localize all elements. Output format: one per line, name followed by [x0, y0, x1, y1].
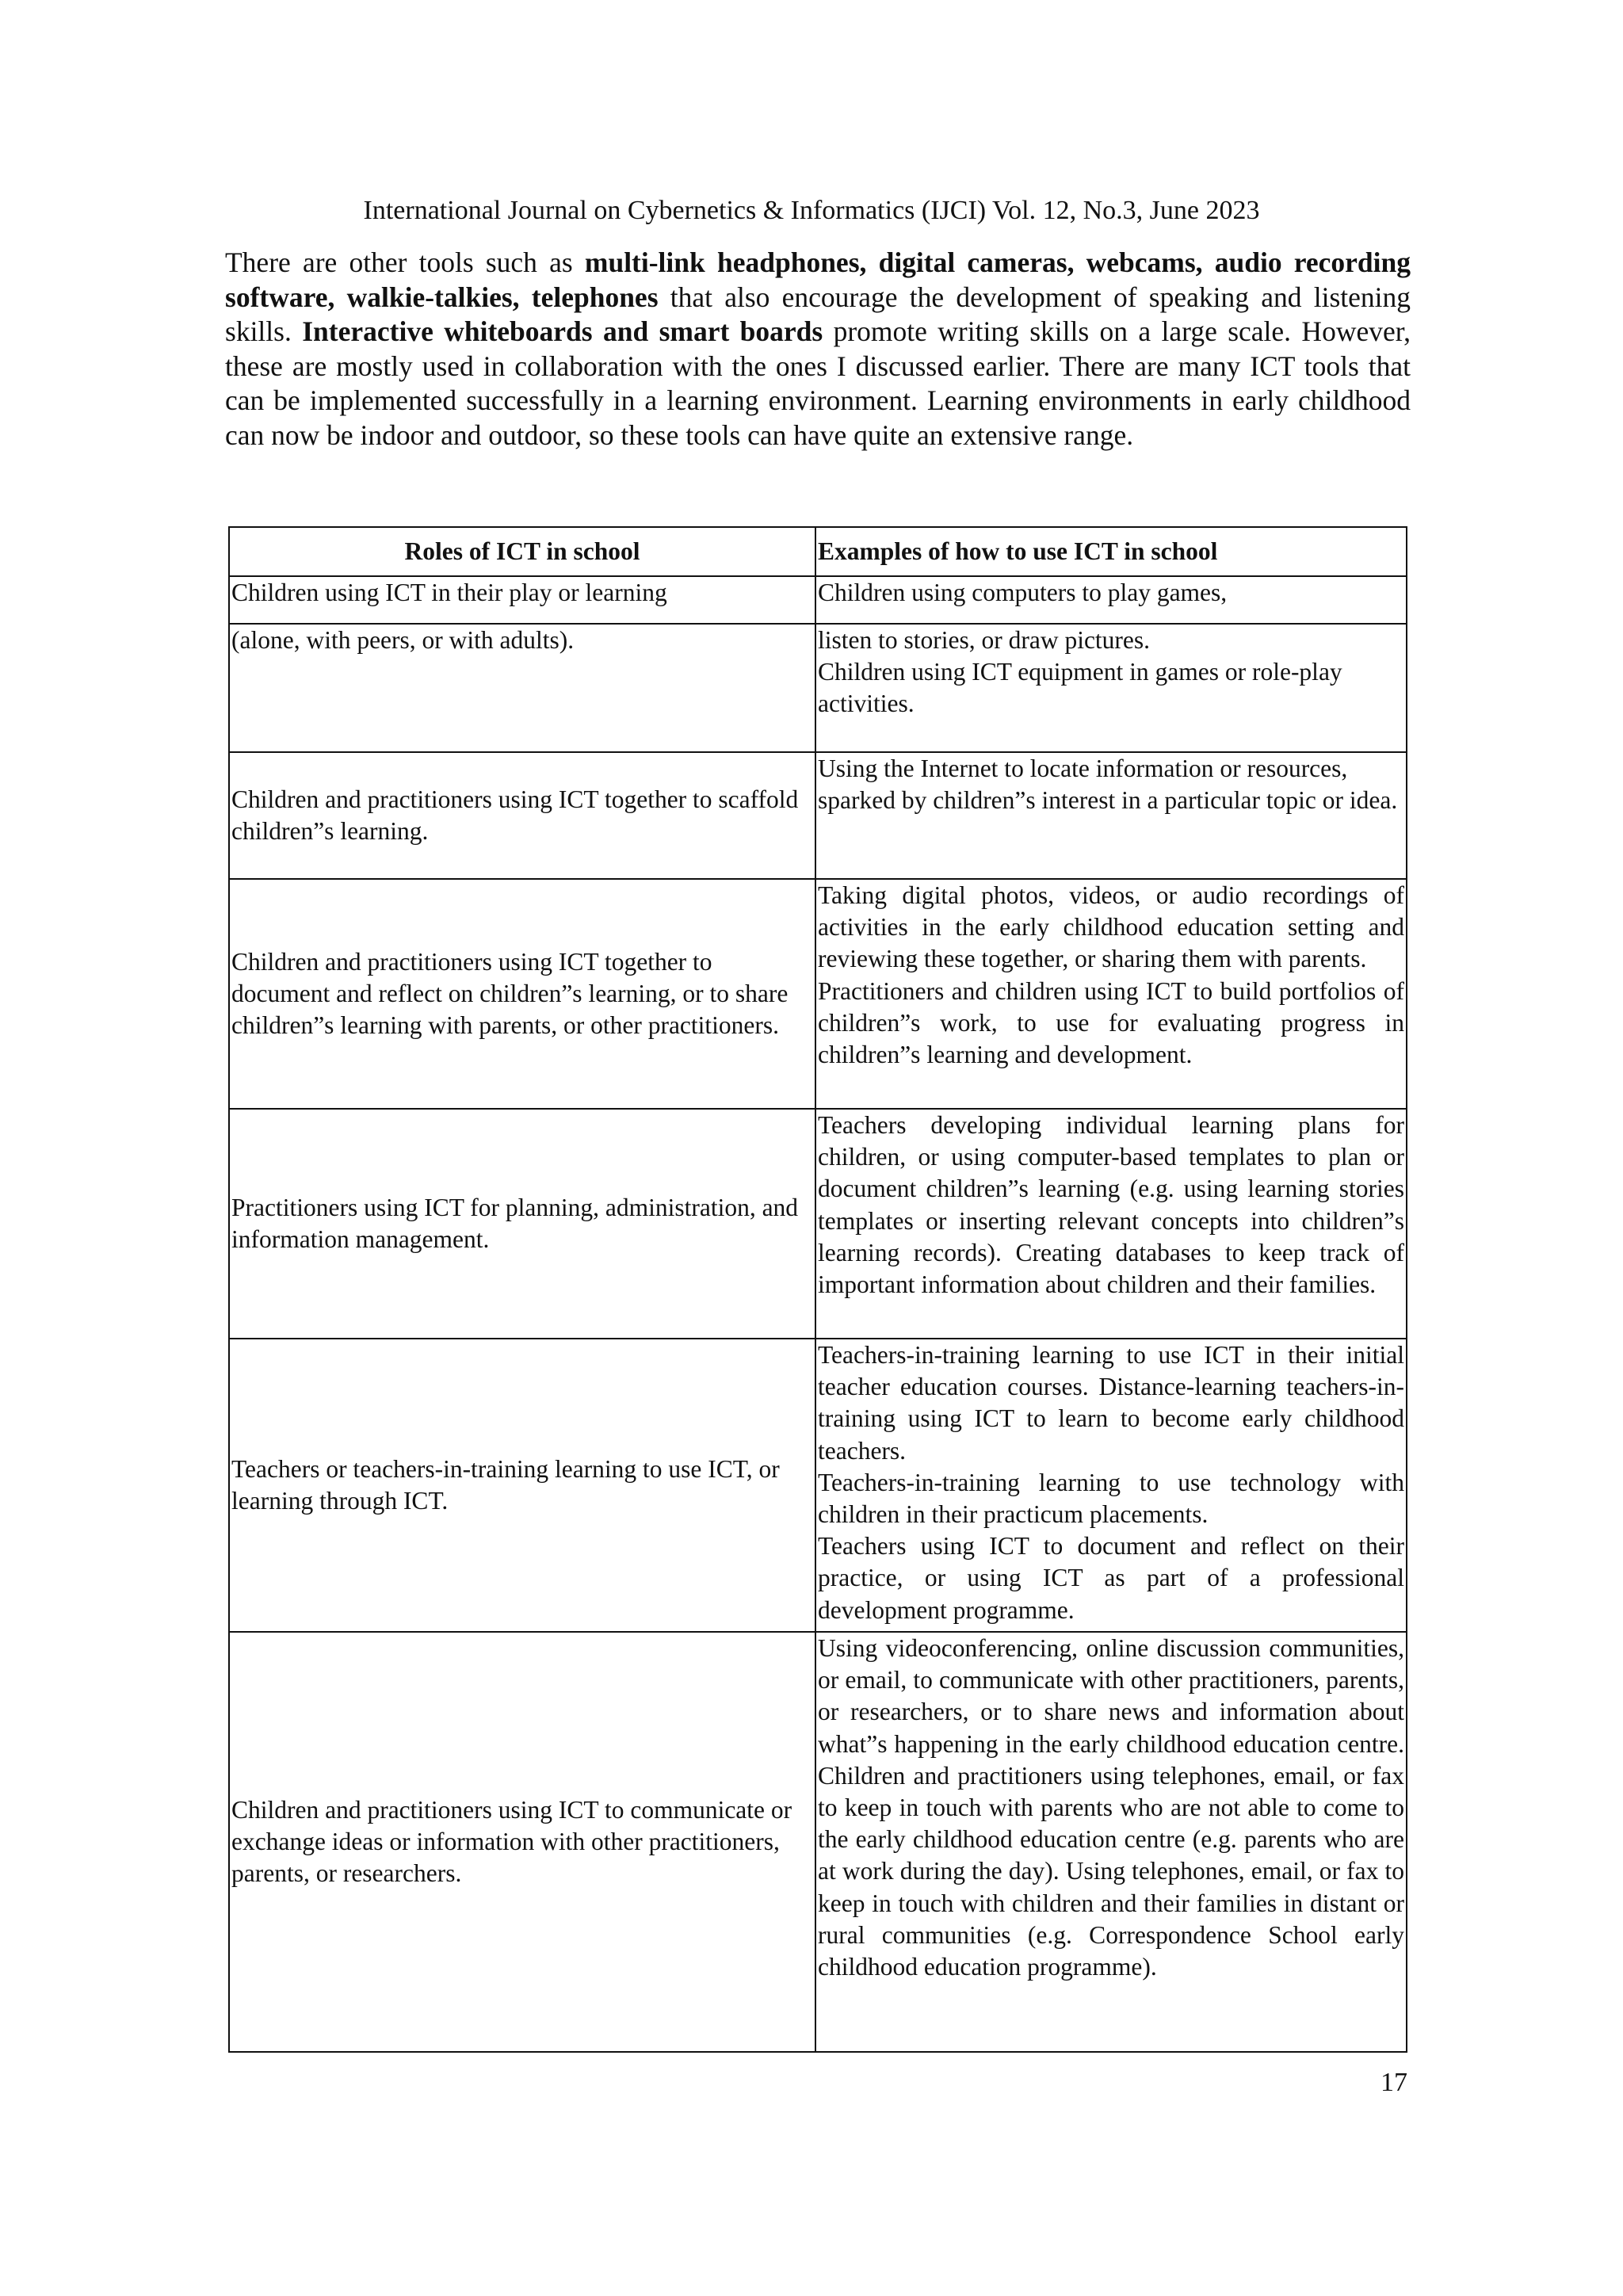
- example-text: Teachers-in-training learning to use technology with children in their practicum placements.: [818, 1468, 1404, 1529]
- intro-bold-tools: multi-link headphones, digital cameras, webcams, audio recording software, walkie-talkies, telephones: [225, 246, 1411, 313]
- example-text: Practitioners and children using ICT to build portfolios of children”s work, to use for evaluating progress in children”s learning and development.: [818, 976, 1404, 1069]
- table-header-row: [229, 527, 1407, 576]
- example-cell: [815, 1632, 1407, 2052]
- role-cell: Children and practitioners using ICT together to document and reflect on children”s learning, or to share children”s learning with parents, or other practitioners.: [229, 879, 815, 1109]
- intro-text-2: that also encourage the development of speaking and listening skills.: [225, 281, 1411, 348]
- example-cell: [815, 576, 1407, 624]
- column-header-roles: Roles of ICT in school: [229, 527, 815, 576]
- table-row: [229, 576, 1407, 624]
- column-header-examples: Examples of how to use ICT in school: [815, 527, 1407, 576]
- intro-paragraph: [225, 246, 1411, 453]
- example-cell: [815, 1109, 1407, 1339]
- role-cell: Children and practitioners using ICT to communicate or exchange ideas or information with other practitioners, parents, or researchers.: [229, 1632, 815, 2052]
- role-cell: Practitioners using ICT for planning, administration, and information management.: [229, 1109, 815, 1339]
- example-cell: [815, 1339, 1407, 1632]
- example-text: Using the Internet to locate information or resources, sparked by children”s interest in a particular topic or idea.: [818, 755, 1398, 815]
- table-row: [229, 624, 1407, 752]
- example-cell: [815, 879, 1407, 1109]
- example-text: Teachers developing individual learning plans for children, or using computer-based templates to plan or document children”s learning (e.g. using learning stories templates or inserting relevant concepts into children”s learning records). Creating databases to keep track of important information about children and their families.: [818, 1111, 1404, 1299]
- example-text: Using videoconferencing, online discussion communities, or email, to communicate with other practitioners, parents, or researchers, or to share news and information about what”s happening in the early childhood education centre. Children and practitioners using telephones, email, or fax to keep in touch with parents who are not able to come to the early childhood education centre (e.g. parents who are at work during the day). Using telephones, email, or fax to keep in touch with children and their families in distant or rural communities (e.g. Correspondence School early childhood education programme).: [818, 1634, 1404, 1981]
- role-cell: (alone, with peers, or with adults).: [229, 624, 815, 752]
- example-text: Children using ICT equipment in games or role-play activities.: [818, 658, 1342, 718]
- example-cell: [815, 624, 1407, 752]
- intro-text-3: promote writing skills on a large scale. However, these are mostly used in collaboration with the ones I discussed earlier. There are many ICT tools that can be implemented successfully in a learning environment. Learning environments in early childhood can now be indoor and outdoor, so these tools can have quite an extensive range.: [225, 315, 1411, 451]
- table-row: [229, 1339, 1407, 1632]
- role-cell: Children and practitioners using ICT together to scaffold children”s learning.: [229, 752, 815, 879]
- table-row: [229, 1109, 1407, 1339]
- example-text: Teachers using ICT to document and reflect on their practice, or using ICT as part of a professional development programme.: [818, 1532, 1404, 1624]
- example-text: Taking digital photos, videos, or audio recordings of activities in the early childhood education setting and reviewing these together, or sharing them with parents.: [818, 881, 1404, 973]
- page-number: 17: [1381, 2068, 1407, 2097]
- table-row: [229, 752, 1407, 879]
- table-row: [229, 1632, 1407, 2052]
- example-text: Teachers-in-training learning to use ICT in their initial teacher education courses. Distance-learning teachers-in-training using ICT to learn to become early childhood teachers.: [818, 1341, 1404, 1465]
- running-header: International Journal on Cybernetics & Informatics (IJCI) Vol. 12, No.3, June 2023: [363, 196, 1260, 225]
- table-row: [229, 879, 1407, 1109]
- example-text: Children using computers to play games,: [818, 579, 1228, 606]
- example-text: listen to stories, or draw pictures.: [818, 626, 1151, 654]
- ict-roles-table: [228, 526, 1407, 2053]
- intro-bold-whiteboards: Interactive whiteboards and smart boards: [302, 315, 823, 348]
- intro-text-1: There are other tools such as: [225, 246, 585, 278]
- role-cell: Teachers or teachers-in-training learning to use ICT, or learning through ICT.: [229, 1339, 815, 1632]
- role-cell: Children using ICT in their play or learning: [229, 576, 815, 624]
- example-cell: [815, 752, 1407, 879]
